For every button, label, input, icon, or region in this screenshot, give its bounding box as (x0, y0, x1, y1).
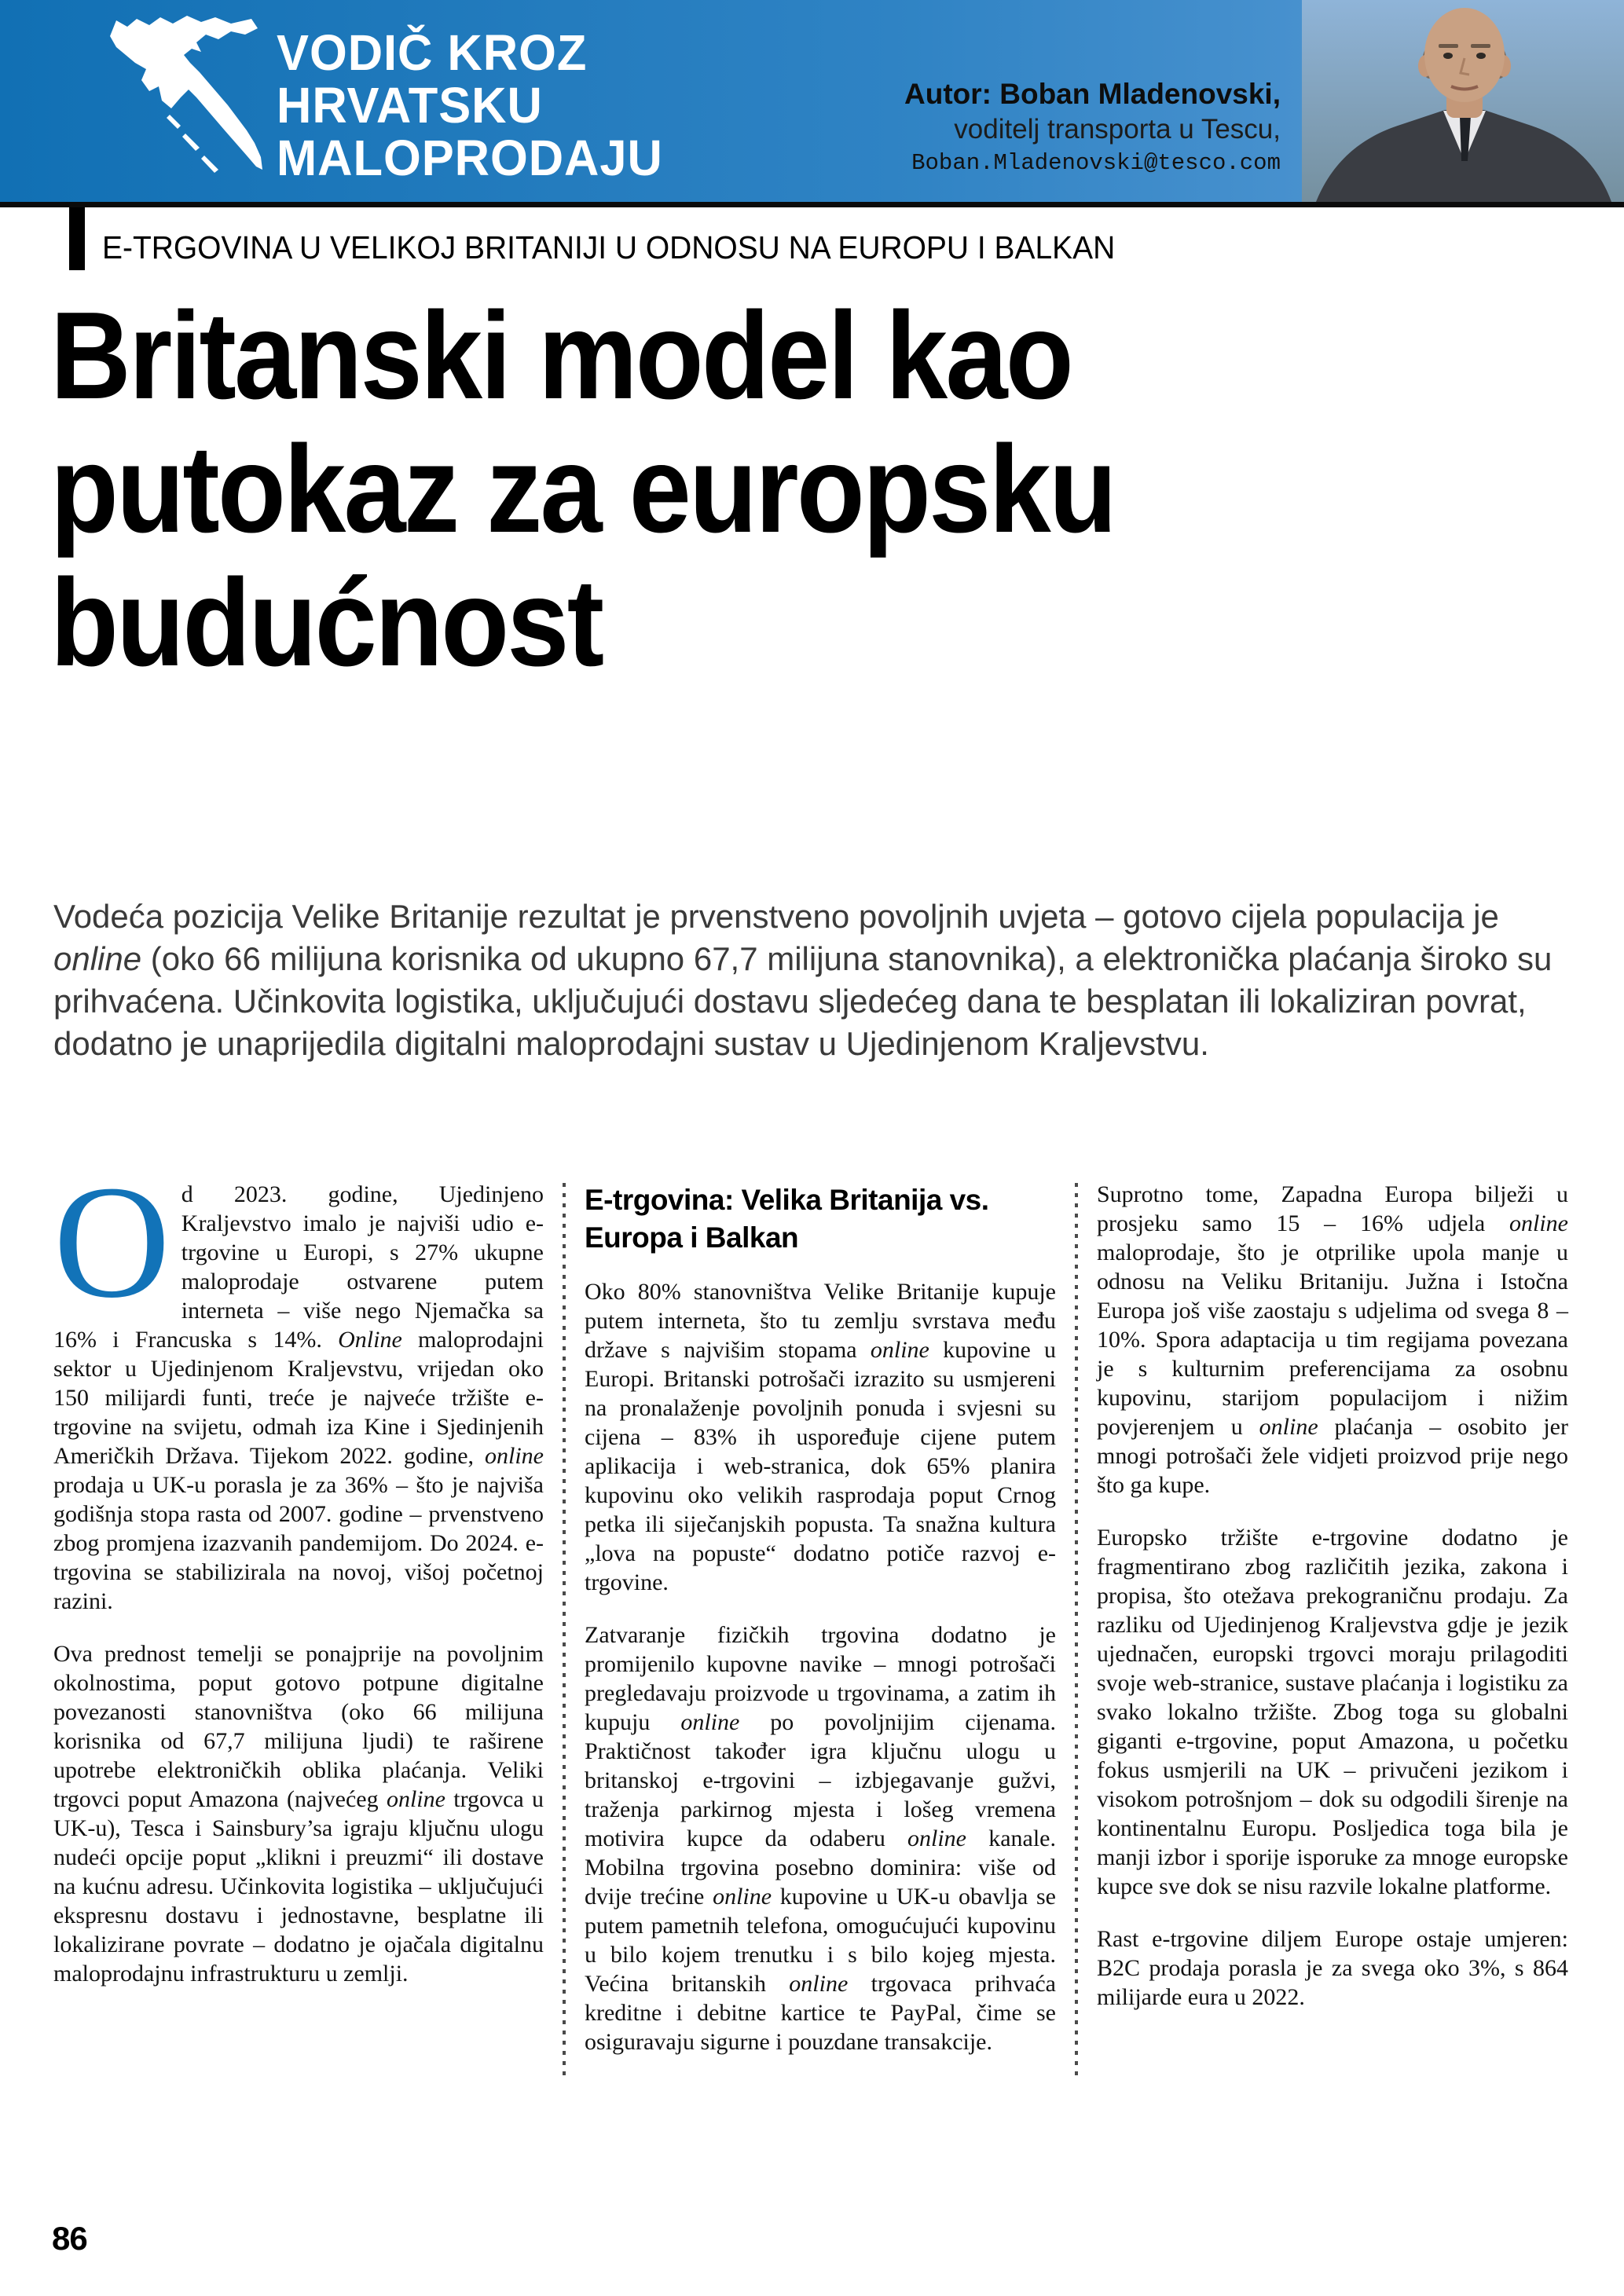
column-separator (563, 1183, 566, 2080)
headline (50, 289, 1115, 690)
body-paragraph: Rast e-trgovine diljem Europe ostaje umjeren: B2C prodaja porasla je za svega oko 3%, s 864 milijarde eura u 2022. (1097, 1926, 1568, 2010)
logo-title-line: VODIČ KROZ (277, 24, 588, 81)
headline-line: putokaz za europsku (50, 420, 1116, 558)
page-number: 86 (52, 2220, 87, 2257)
author-photo (1302, 0, 1624, 202)
column (1097, 1180, 1568, 2080)
body-paragraph: Ova prednost temelji se ponajprije na povoljnim okolnostima, poput gotovo potpune digitalne povezanosti stanovništva (oko 66 milijuna korisnika od 67,7 milijuna ljudi) te raširene upotrebe elektroničkih oblika plaćanja. Veliki trgovci poput Amazona (najvećeg online trgovca u UK-u), Tesca i Sainsbury’sa igraju ključnu ulogu nudeći opcije poput „klikni i preuzmi“ ili dostave na kućnu adresu. Učinkovita logistika – uključujući ekspresnu dostavu i jednostavne, besplatne ili lokalizirane povrate – dodatno je ojačala digitalnu maloprodajnu infrastrukturu u zemlji. (53, 1641, 544, 1987)
croatia-map-icon (75, 11, 265, 192)
section-subhead: E-trgovina: Velika Britanija vs. Europa i Balkan (585, 1184, 989, 1254)
author-role: voditelj transporta u Tescu, (954, 114, 1281, 145)
headline-line: Britanski model kao (50, 287, 1072, 425)
body-paragraph: Oko 80% stanovništva Velike Britanije kupuje putem interneta, što tu zemlju svrstava među države s najvišim stopama online kupovine u Europi. Britanski potrošači izrazito su usmjereni na pronalaženje povoljnih ponuda i svjesni su cijena – 83% ih uspoređuje cijene putem aplikacija i web-stranica, dok 65% planira kupovinu oko velikih rasprodaja poput Crnog petka ili siječanjskih popusta. Ta snažna kultura „lova na popuste“ dodatno potiče razvoj e-trgovine. (585, 1279, 1056, 1595)
logo-title (277, 24, 663, 186)
body-paragraph: Suprotno tome, Zapadna Europa bilježi u prosjeku samo 15 – 16% udjela online maloprodaje, što je otprilike upola manje u odnosu na Veliku Britaniju. Južna i Istočna Europa još više zaostaju s udjelima od svega 8 – 10%. Spora adaptacija u tim regijama povezana je s kulturnim preferencijama za osobnu kupovinu, starijom populacijom i nižim povjerenjem u online plaćanja – osobito jer mnogi potrošači žele vidjeti proizvod prije nego što ga kupe. (1097, 1181, 1568, 1498)
author-name: Autor: Boban Mladenovski, (904, 78, 1281, 110)
column (585, 1180, 1056, 2080)
kicker-bar (69, 207, 85, 270)
kicker: E-TRGOVINA U VELIKOJ BRITANIJI U ODNOSU NA EUROPU I BALKAN (102, 229, 1116, 265)
author-email: Boban.Mladenovski@tesco.com (911, 150, 1281, 176)
drop-cap: O (53, 1152, 170, 1331)
lead-paragraph: Vodeća pozicija Velike Britanije rezultat je prvenstveno povoljnih uvjeta – gotovo cijela populacija je online (oko 66 milijuna korisnika od ukupno 67,7 milijuna stanovnika), a elektronička plaćanja široko su prihvaćena. Učinkovita logistika, uključujući dostavu sljedećeg dana te besplatan ili lokaliziran povrat, dodatno je unaprijedila digitalni maloprodajni sustav u Ujedinjenom Kraljevstvu. (53, 898, 1553, 1062)
headline-line: budućnost (50, 554, 603, 692)
body-paragraph: Europsko tržište e-trgovine dodatno je fragmentirano zbog različitih jezika, zakona i propisa, što otežava prekograničnu prodaju. Za razliku od Ujedinjenog Kraljevstva gdje je jezik ujednačen, europski trgovci moraju prilagoditi svoje web-stranice, sustave plaćanja i logistiku za svako lokalno tržište. Zbog toga su globalni giganti e-trgovine, poput Amazona, u početku fokus usmjerili na UK – privučeni jezikom i visokom potrošnjom – dok su odgodili širenje na kontinentalnu Europu. Posljedica toga bila je manji izbor i sporije isporuke za mnoge europske kupce sve dok se nisu razvile lokalne platforme. (1097, 1525, 1568, 1899)
divider-rule (0, 202, 1624, 207)
column (53, 1152, 544, 2080)
author-block (904, 75, 1281, 181)
body-paragraph: Zatvaranje fizičkih trgovina dodatno je promijenilo kupovne navike – mnogi potrošači pregledavaju proizvode u trgovinama, a zatim ih kupuju online po povoljnijim cijenama. Praktičnost također igra ključnu ulogu u britanskoj e-trgovini – izbjegavanje gužvi, traženja parkirnog mjesta i lošeg vremena motivira kupce da odaberu online kanale. Mobilna trgovina posebno dominira: više od dvije trećine online kupovine u UK-u obavlja se putem pametnih telefona, omogućujući kupovinu u bilo kojem trenutku i s bilo kojeg mjesta. Većina britanskih online trgovaca prihvaća kreditne i debitne kartice te PayPal, čime se osiguravaju sigurne i pouzdane transakcije. (585, 1622, 1056, 2055)
article-columns (53, 1152, 1571, 2080)
logo-title-line: MALOPRODAJU (277, 130, 663, 186)
header-banner (0, 0, 1624, 202)
logo-title-line: HRVATSKU (277, 77, 543, 134)
body-paragraph: Od 2023. godine, Ujedinjeno Kraljevstvo imalo je najviši udio e-trgovine u Europi, s 27% ukupne maloprodaje ostvarene putem interneta – više nego Njemačka sa 16% i Francuska s 14%. Online maloprodajni sektor u Ujedinjenom Kraljevstvu, vrijedan oko 150 milijardi funti, treće je najveće tržište e-trgovine na svijetu, odmah iza Kine i Sjedinjenih Američkih Država. Tijekom 2022. godine, online prodaja u UK-u porasla je za 36% – što je najviša godišnja stopa rasta od 2007. godine – prvenstveno zbog promjena izazvanih pandemijom. Do 2024. e-trgovina se stabilizirala na novoj, višoj početnoj razini. (53, 1152, 544, 1614)
column-separator (1075, 1183, 1078, 2080)
